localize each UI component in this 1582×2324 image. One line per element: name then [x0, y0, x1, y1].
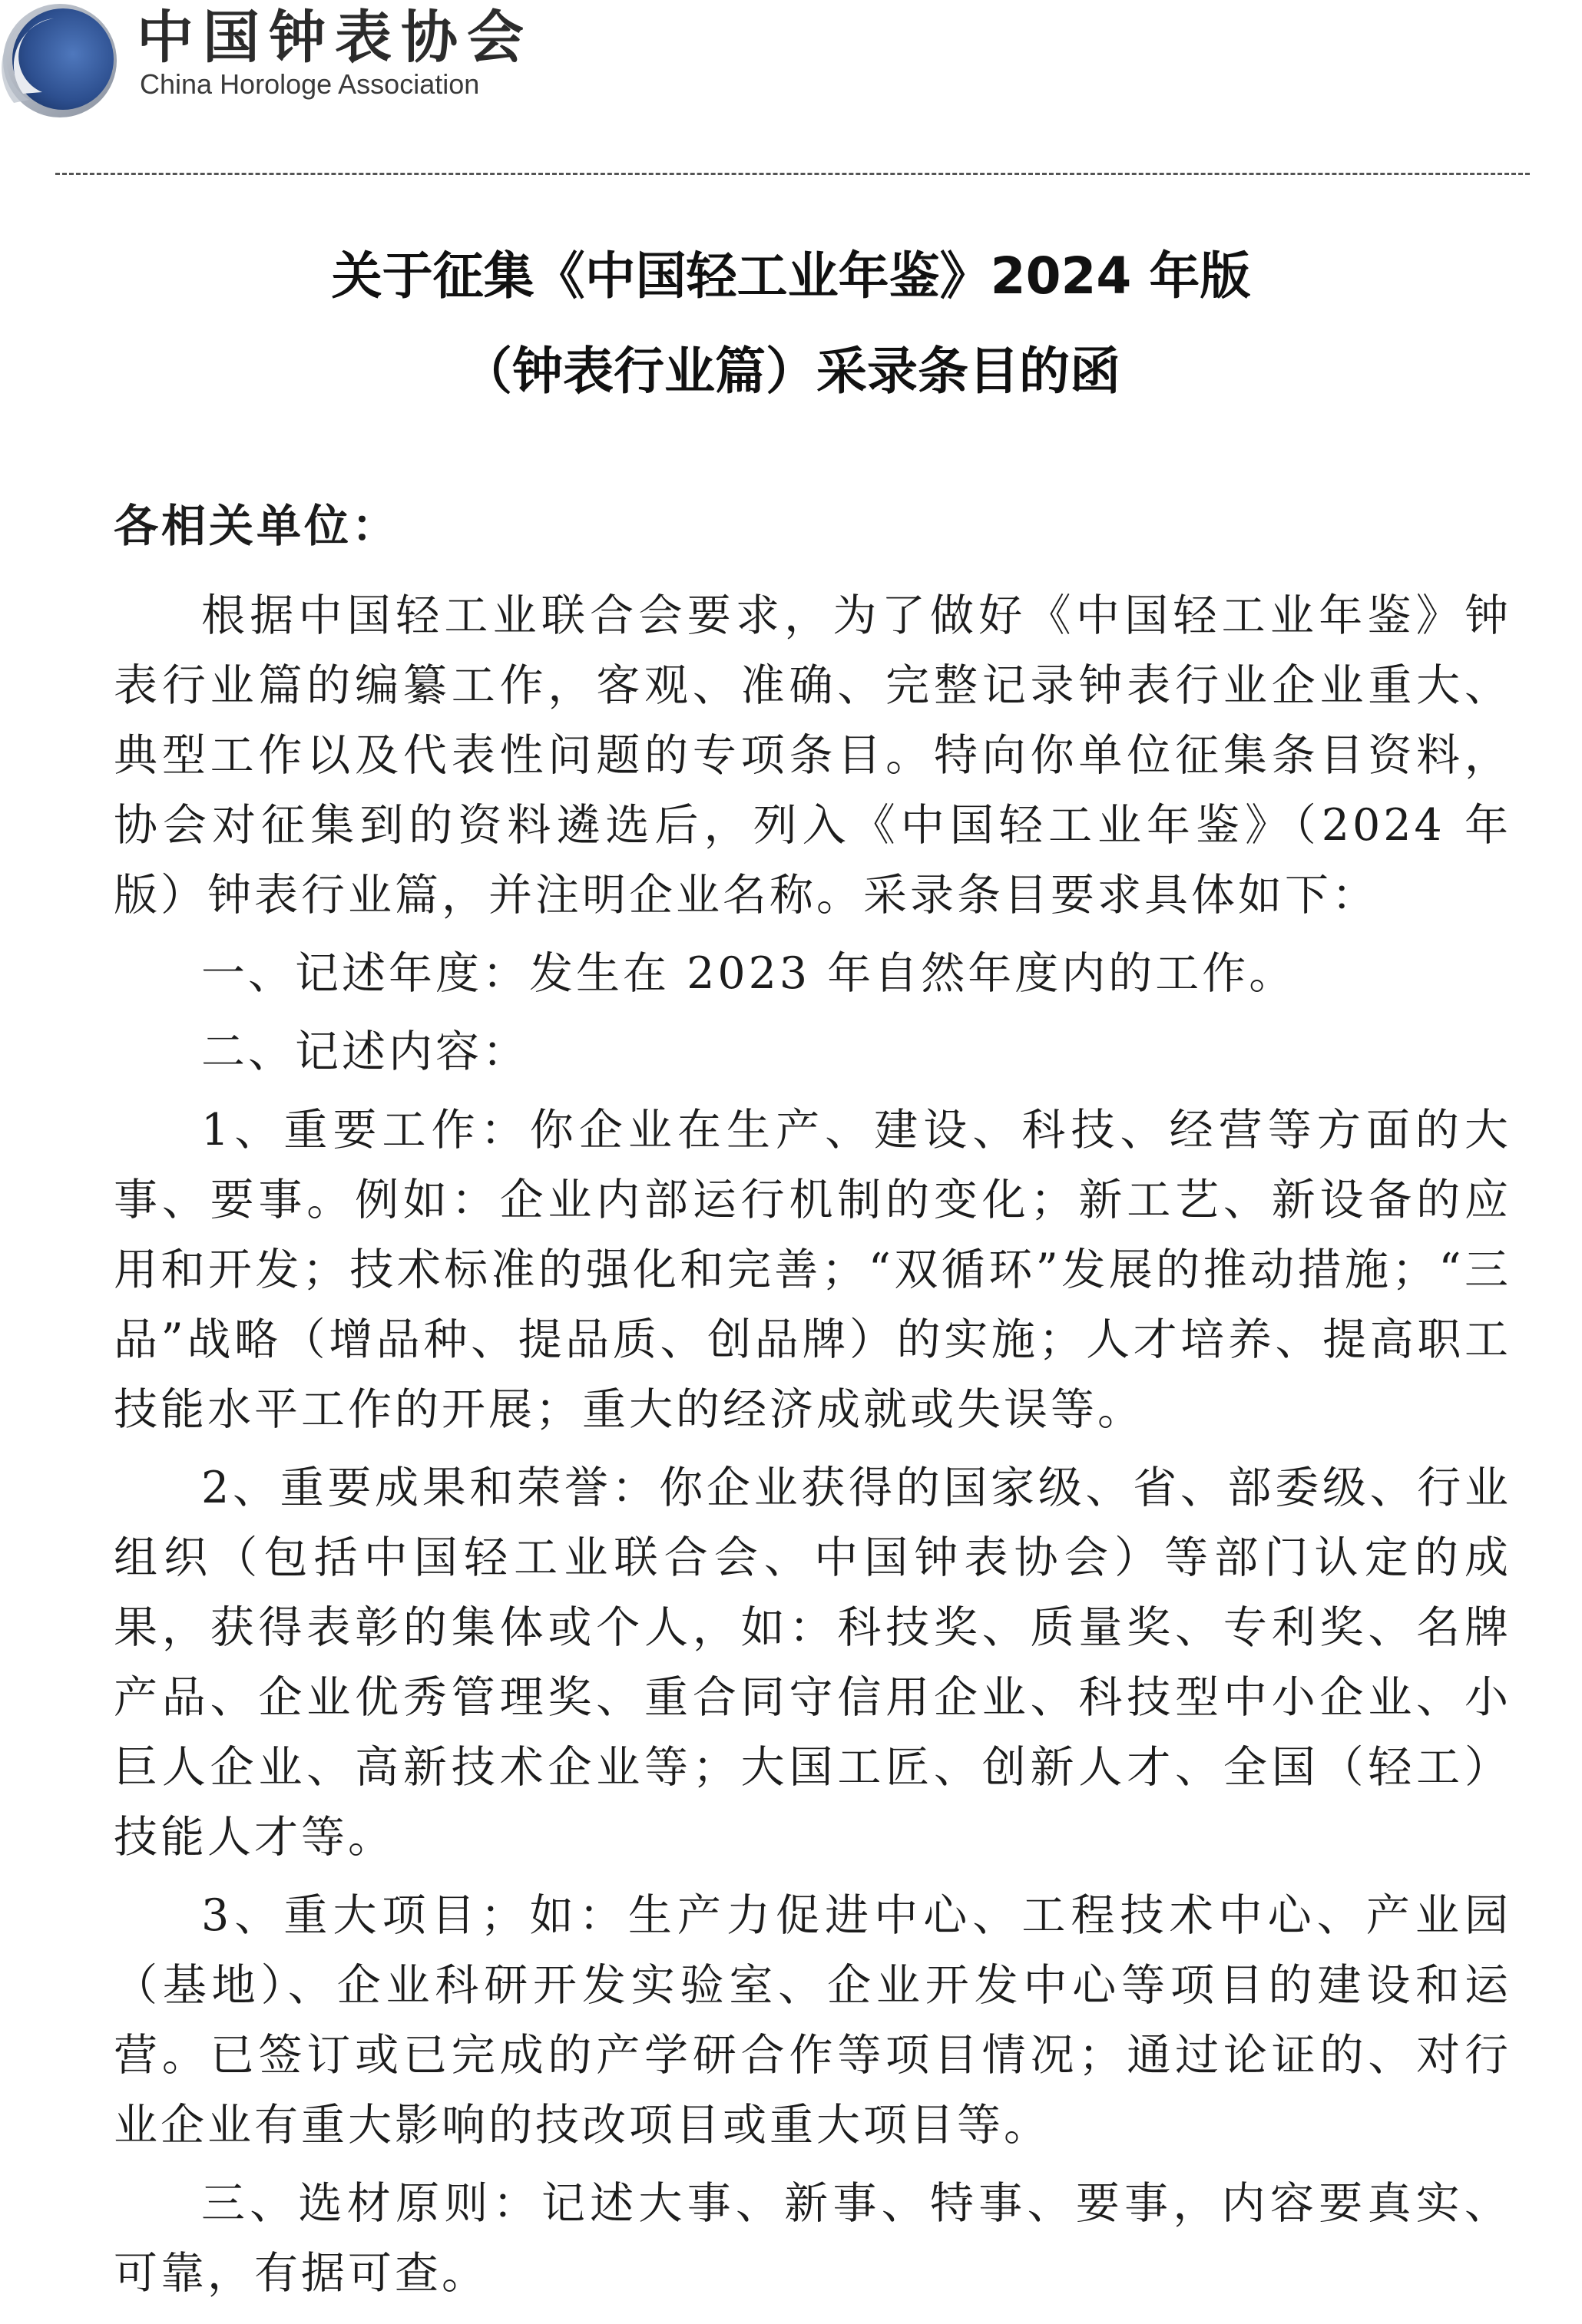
title-line-2: （钟表行业篇）采录条目的函 [462, 342, 1120, 401]
paragraph-item-2: 2、重要成果和荣誉：你企业获得的国家级、省、部委级、行业组织（包括中国轻工业联合会、中国钟表协会）等部门认定的成果，获得表彰的集体或个人，如：科技奖、质量奖、专利奖、名牌产品、企业优秀管理奖、重合同守信用企业、科技型中小企业、小巨人企业、高新技术企业等；大国工匠、创新人才、全国（轻工）技能人才等。 [114, 1463, 1511, 1863]
paragraph-item-3: 3、重大项目；如：生产力促进中心、工程技术中心、产业园（基地）、企业科研开发实验室、企业开发中心等项目的建设和运营。已签订或已完成的产学研合作等项目情况；通过论证的、对行业企业有重大影响的技改项目或重大项目等。 [114, 1890, 1511, 2150]
letter-body [114, 491, 1511, 2317]
paragraph-section-3: 三、选材原则：记述大事、新事、特事、要事，内容要真实、可靠，有据可查。 [114, 2178, 1511, 2299]
org-name-cn: 中国钟表协会 [137, 5, 533, 71]
org-name-en: China Horologe Association [140, 68, 480, 100]
document-title [0, 229, 1582, 419]
salutation: 各相关单位： [114, 500, 400, 552]
globe-crescent-logo-icon [0, 2, 119, 121]
letterhead [0, 0, 1582, 165]
paragraph-item-1: 1、重要工作：你企业在生产、建设、科技、经营等方面的大事、要事。例如：企业内部运行机制的变化；新工艺、新设备的应用和开发；技术标准的强化和完善；“双循环”发展的推动措施；“三品”战略（增品种、提品质、创品牌）的实施；人才培养、提高职工技能水平工作的开展；重大的经济成就或失误等。 [114, 1105, 1511, 1435]
paragraph-section-2: 二、记述内容： [201, 1026, 529, 1077]
paragraph-intro: 根据中国轻工业联合会要求，为了做好《中国轻工业年鉴》钟表行业篇的编纂工作，客观、准确、完整记录钟表行业企业重大、典型工作以及代表性问题的专项条目。特向你单位征集条目资料，协会对征集到的资料遴选后，列入《中国轻工业年鉴》（2024 年版）钟表行业篇，并注明企业名称。采录条目要求具体如下： [114, 590, 1511, 921]
title-line-1: 关于征集《中国轻工业年鉴》2024 年版 [331, 246, 1251, 306]
paragraph-section-1: 一、记述年度：发生在 2023 年自然年度内的工作。 [201, 948, 1296, 999]
header-divider [55, 173, 1530, 175]
